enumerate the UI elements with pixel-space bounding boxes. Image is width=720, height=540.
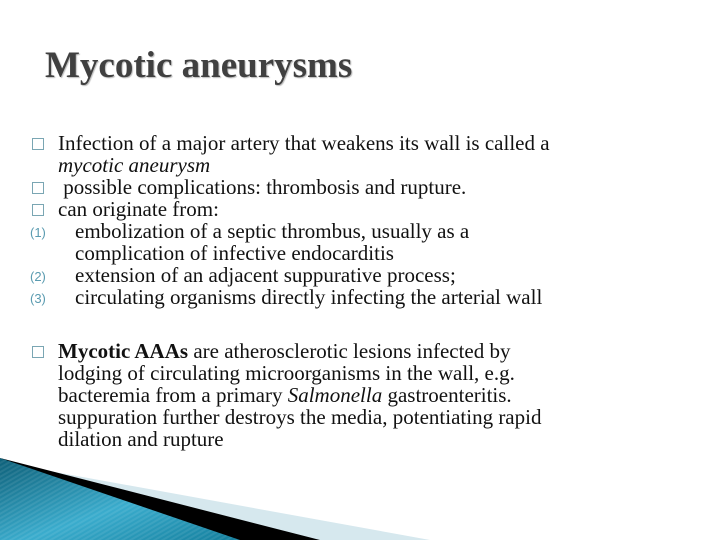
square-bullet-icon [30, 132, 46, 154]
list-number: (3) [30, 291, 46, 306]
numbered-item: (2) extension of an adjacent suppurative process; [30, 263, 456, 287]
list-number: (2) [30, 269, 46, 284]
bullet-item: can originate from: [30, 198, 710, 220]
bullet-item: Infection of a major artery that weakens its wall is called a mycotic aneurysm [30, 132, 710, 176]
bullet-item: Mycotic AAAs are atherosclerotic lesions infected by lodging of circulating microorganisms in the wall, e.g. bacteremia from a primary Salmonella gastroenteritis. suppuration further destroys the media, potentiating rapid dilation and rupture [30, 340, 710, 450]
square-bullet-icon [30, 340, 46, 362]
numbered-item: (1) embolization of a septic thrombus, usually as a complication of infective endocarditis [30, 219, 470, 265]
list-number: (1) [30, 225, 46, 240]
square-bullet-icon [30, 176, 46, 198]
slide-title: Mycotic aneurysms [45, 45, 353, 86]
slide-body [30, 132, 710, 450]
square-bullet-icon [30, 198, 46, 220]
bullet-item: possible complications: thrombosis and rupture. [30, 176, 710, 198]
numbered-item: (3) circulating organisms directly infecting the arterial wall [30, 285, 543, 309]
